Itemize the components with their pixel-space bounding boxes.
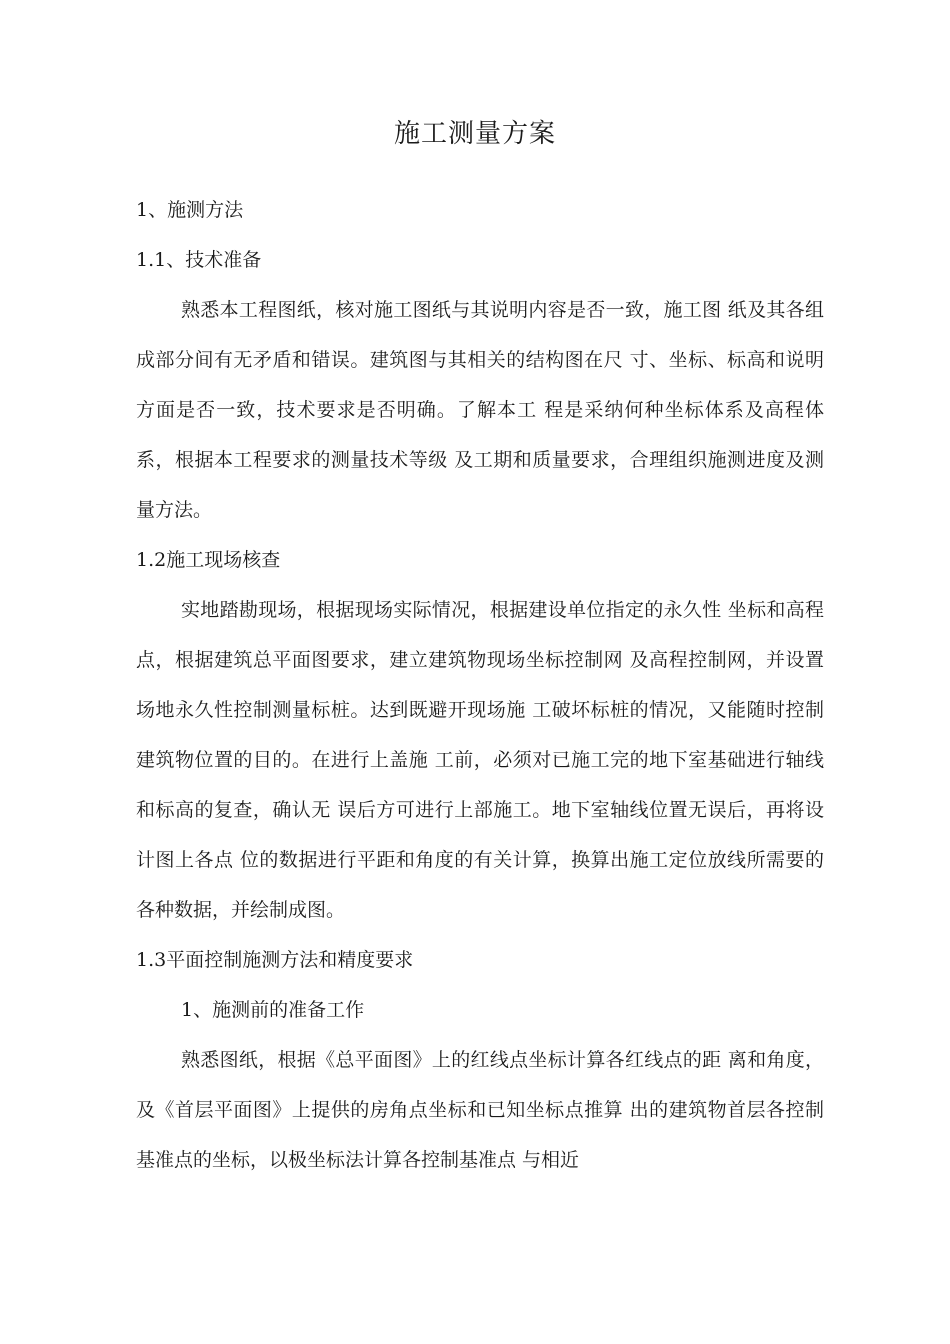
paragraph-preparation-work: 熟悉图纸，根据《总平面图》上的红线点坐标计算各红线点的距 离和角度，及《首层平面图》上提供的房角点坐标和已知坐标点推算 出的建筑物首层各控制基准点的坐标，以极坐标法计算各控制基准点 与相近 bbox=[136, 1049, 824, 1171]
section-heading-1-3: 1.3平面控制施测方法和精度要求 bbox=[136, 949, 414, 971]
paragraph-technical-preparation: 熟悉本工程图纸，核对施工图纸与其说明内容是否一致，施工图 纸及其各组成部分间有无矛盾和错误。建筑图与其相关的结构图在尺 寸、坐标、标高和说明方面是否一致，技术要求是否明确。了解本工 程是采纳何种坐标体系及高程体系，根据本工程要求的测量技术等级 及工期和质量要求，合理组织施测进度及测量方法。 bbox=[136, 299, 824, 521]
section-heading-1-1: 1.1、技术准备 bbox=[136, 249, 262, 271]
section-heading-1-2: 1.2施工现场核查 bbox=[136, 549, 281, 571]
section-heading-1: 1、施测方法 bbox=[136, 199, 244, 221]
document-body bbox=[136, 185, 824, 1185]
subsection-heading-preparation: 1、施测前的准备工作 bbox=[181, 999, 365, 1021]
document-title: 施工测量方案 bbox=[393, 119, 556, 149]
paragraph-site-inspection: 实地踏勘现场，根据现场实际情况，根据建设单位指定的永久性 坐标和高程点，根据建筑总平面图要求，建立建筑物现场坐标控制网 及高程控制网，并设置场地永久性控制测量标桩。达到既避开现场施 工破坏标桩的情况，又能随时控制建筑物位置的目的。在进行上盖施 工前，必须对已施工完的地下室基础进行轴线和标高的复查，确认无 误后方可进行上部施工。地下室轴线位置无误后，再将设计图上各点 位的数据进行平距和角度的有关计算，换算出施工定位放线所需要的 各种数据，并绘制成图。 bbox=[136, 599, 824, 921]
